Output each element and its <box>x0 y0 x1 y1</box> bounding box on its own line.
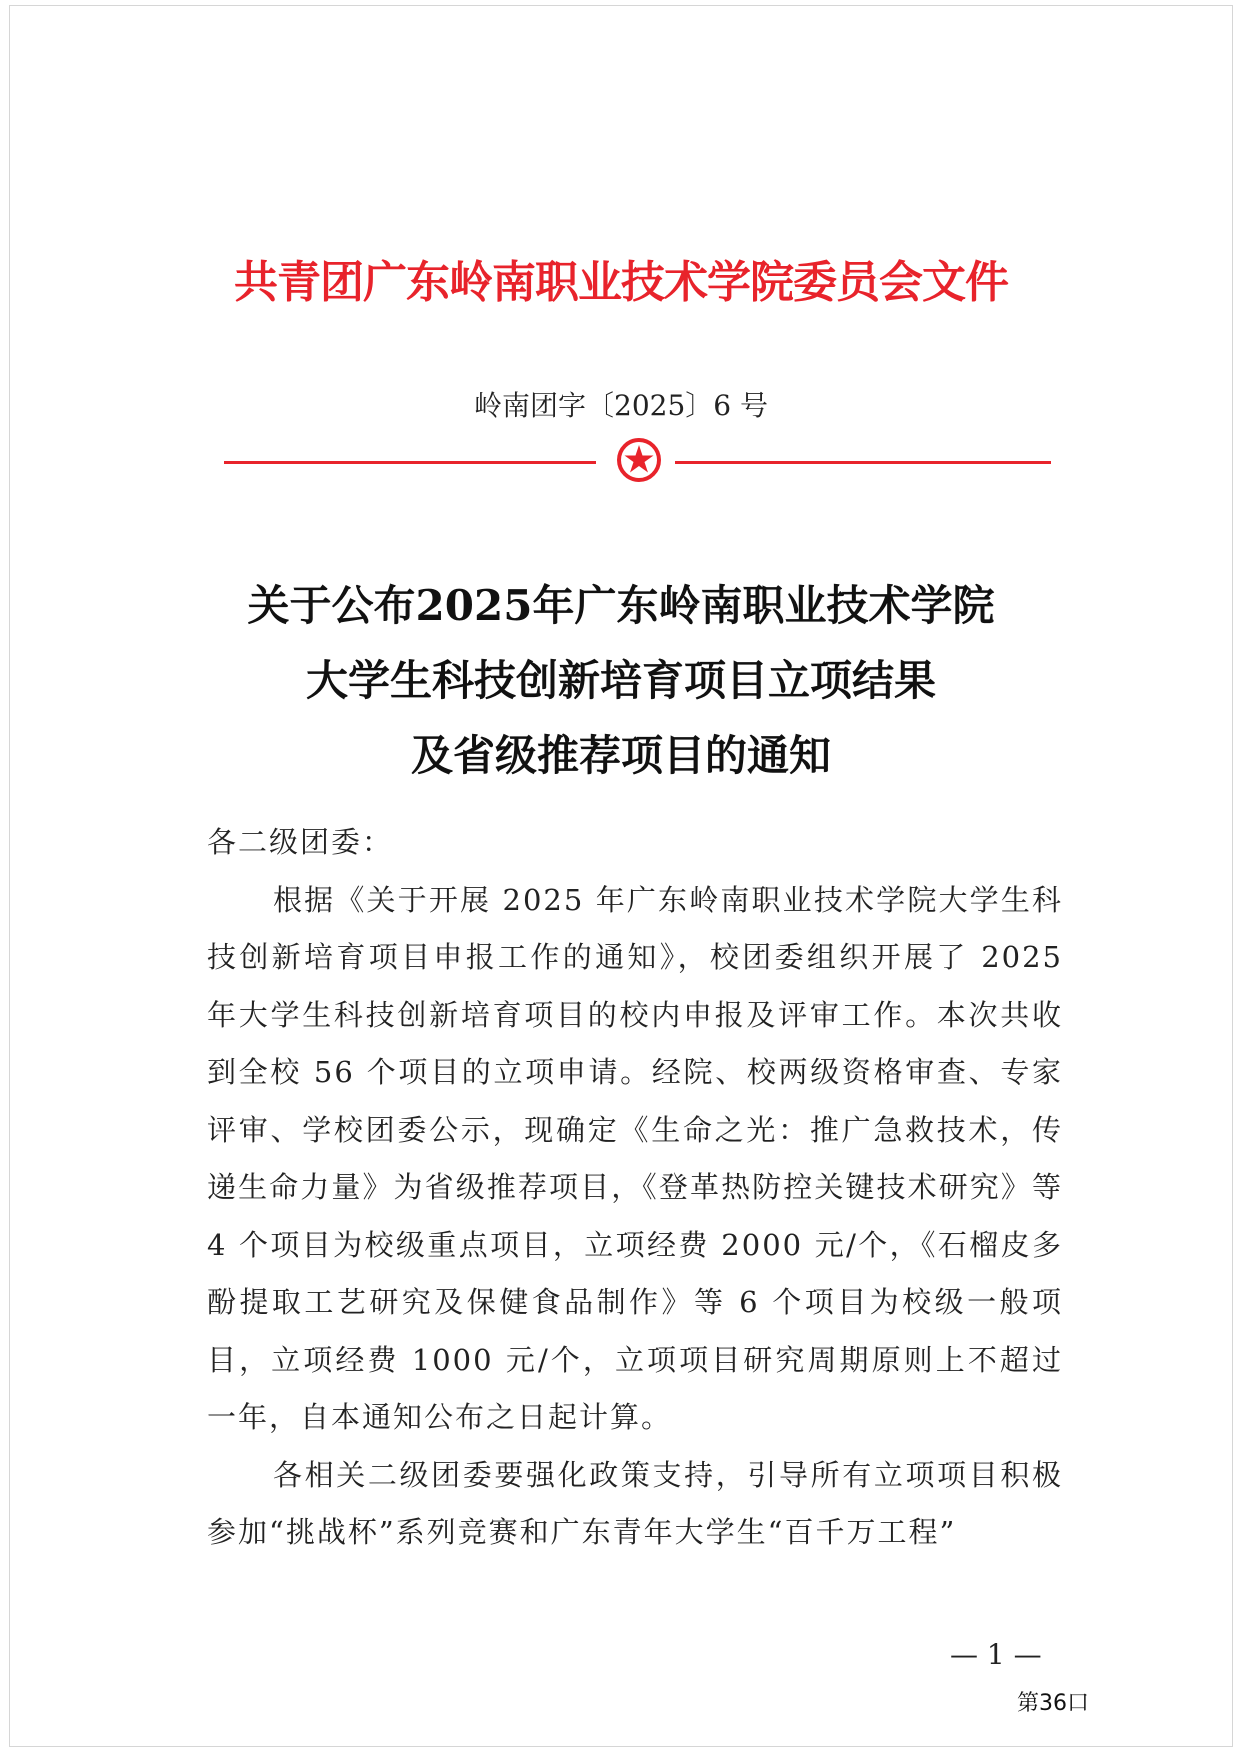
red-rule-right <box>675 461 1051 464</box>
org-header-title: 共青团广东岭南职业技术学院委员会文件 <box>234 257 1008 308</box>
document-body <box>207 814 1063 1562</box>
title-line-3: 及省级推荐项目的通知 <box>410 731 831 780</box>
document-page <box>10 6 1232 1746</box>
body-paragraph-1: 根据《关于开展 2025 年广东岭南职业技术学院大学生科技创新培育项目申报工作的通知》，校团委组织开展了 2025 年大学生科技创新培育项目的校内申报及评审工作。本次共收到全校 56 个项目的立项申请。经院、校两级资格审查、专家评审、学校团委公示，现确定《生命之光：推广急救技术，传递生命力量》为省级推荐项目，《登革热防控关键技术研究》等 4 个项目为校级重点项目，立项经费 2000 元/个，《石榴皮多酚提取工艺研究及保健食品制作》等 6 个项目为校级一般项目，立项经费 1000 元/个，立项项目研究周期原则上不超过一年，自本通知公布之日起计算。 <box>207 882 1063 1434</box>
salutation: 各二级团委： <box>207 825 394 859</box>
page-number: — 1 — <box>950 1638 1042 1671</box>
document-title <box>10 568 1232 793</box>
body-paragraph-2: 各相关二级团委要强化政策支持，引导所有立项项目积极参加“挑战杯”系列竞赛和广东青年大学生“百千万工程” <box>207 1457 1063 1549</box>
star-emblem-icon <box>615 436 663 484</box>
page-marker: 第36口 <box>1017 1691 1089 1716</box>
title-line-2: 大学生科技创新培育项目立项结果 <box>305 656 936 705</box>
red-rule-left <box>224 461 596 464</box>
title-line-1: 关于公布2025年广东岭南职业技术学院 <box>247 581 995 630</box>
document-number: 岭南团字〔2025〕6 号 <box>474 389 768 422</box>
